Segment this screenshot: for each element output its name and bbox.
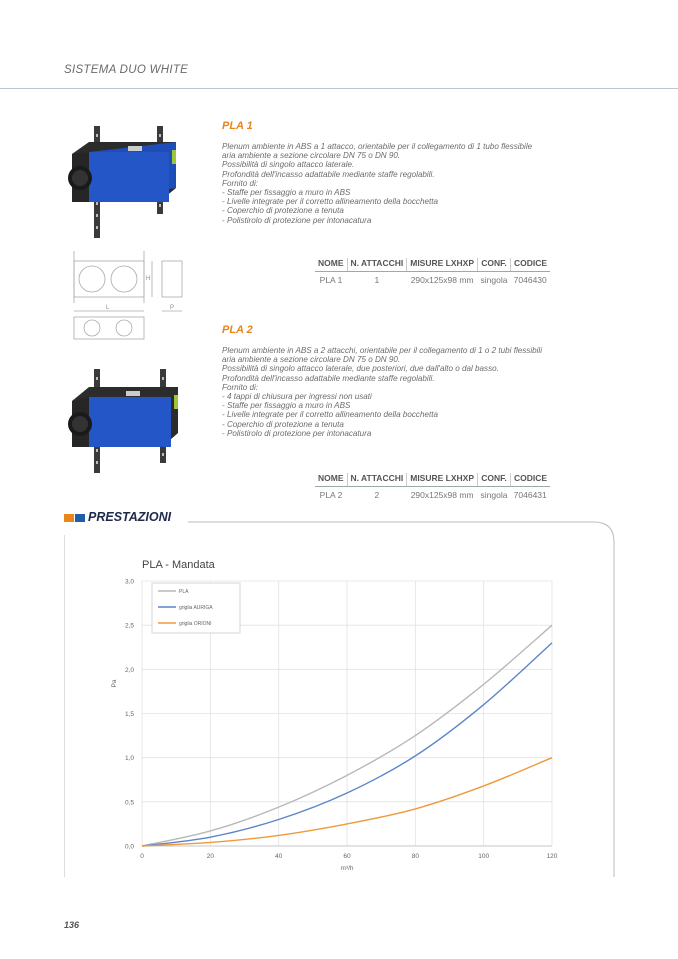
desc-line: - Coperchio di protezione a tenuta — [222, 419, 344, 429]
pla-technical-drawing — [64, 243, 189, 343]
section-title: PRESTAZIONI — [88, 510, 172, 524]
desc-line: Fornito di: — [222, 382, 258, 392]
col-header-codice: CODICE — [510, 473, 550, 487]
table-row — [315, 487, 550, 501]
pressure-chart — [100, 548, 580, 878]
y-tick-label: 2,5 — [124, 622, 134, 630]
cell-misure: 290x125x98 mm — [410, 490, 474, 500]
pla1-spec-table — [315, 258, 550, 285]
pla2-spec-table — [315, 473, 550, 500]
desc-line: Profondità dell'incasso adattabile mediante staffe regolabili. — [222, 373, 435, 383]
header-divider — [0, 88, 678, 89]
table-header-row — [315, 258, 550, 272]
desc-line: - Staffe per fissaggio a muro in ABS — [222, 401, 351, 411]
col-header-codice: CODICE — [510, 258, 550, 272]
col-header-misure: MISURE LXHXP — [407, 258, 478, 272]
pla2-description — [222, 346, 622, 438]
length-label: L — [106, 305, 110, 311]
desc-line: Plenum ambiente in ABS a 2 attacchi, orientabile per il collegamento di 1 o 2 tubi flessibili — [222, 346, 543, 355]
cell-conf: singola — [480, 490, 508, 500]
desc-line: - Livelle integrate per il corretto allineamento della bocchetta — [222, 197, 438, 207]
y-tick-label: 0,5 — [124, 799, 134, 807]
x-tick-label: 20 — [206, 853, 214, 860]
desc-line: Plenum ambiente in ABS a 1 attacco, orientabile per il collegamento di 1 tubo flessibile — [222, 142, 533, 151]
pla1-description — [222, 142, 622, 225]
pla1-product-image — [64, 122, 189, 242]
legend-label: griglia ORIONI — [179, 621, 212, 627]
desc-line: Possibilità di singolo attacco laterale, due posteriori, due dall'alto o dal basso. — [222, 364, 499, 374]
legend-label: griglia AURIGA — [179, 605, 213, 611]
y-axis-label: Pa — [111, 679, 118, 688]
x-tick-label: 80 — [411, 853, 419, 860]
y-tick-label: 2,0 — [124, 666, 134, 674]
y-tick-label: 0,0 — [124, 843, 134, 851]
cell-misure: 290x125x98 mm — [410, 275, 474, 285]
col-header-attacchi: N. ATTACCHI — [347, 473, 407, 487]
x-tick-label: 120 — [546, 853, 558, 860]
desc-line: aria ambiente a sezione circolare DN 75 o DN 90. — [222, 151, 401, 161]
cell-conf: singola — [480, 275, 508, 285]
desc-line: - Staffe per fissaggio a muro in ABS — [222, 188, 351, 198]
cell-nome: PLA 1 — [319, 275, 343, 285]
x-tick-label: 40 — [275, 853, 283, 860]
desc-line: Fornito di: — [222, 178, 258, 188]
col-header-nome: NOME — [315, 473, 347, 487]
x-tick-label: 60 — [343, 853, 351, 860]
col-header-conf: CONF. — [478, 473, 511, 487]
table-row — [315, 272, 550, 286]
table-header-row — [315, 473, 550, 487]
page-number: 136 — [64, 920, 80, 930]
desc-line: - Polistirolo di protezione per intonacatura — [222, 215, 372, 225]
catalog-section-title: SISTEMA DUO WHITE — [64, 64, 189, 76]
cell-attacchi: 1 — [374, 275, 380, 285]
legend-label: PLA — [179, 589, 189, 595]
pla2-title: PLA 2 — [222, 324, 253, 336]
col-header-conf: CONF. — [478, 258, 511, 272]
cell-codice: 7046431 — [513, 490, 547, 500]
desc-line: - Livelle integrate per il corretto allineamento della bocchetta — [222, 410, 438, 420]
y-tick-label: 1,5 — [124, 711, 134, 718]
cell-codice: 7046430 — [513, 275, 547, 285]
desc-line: - Polistirolo di protezione per intonacatura — [222, 428, 372, 438]
x-axis-label: m³/h — [340, 865, 354, 872]
col-header-misure: MISURE LXHXP — [407, 473, 478, 487]
desc-line: - 4 tappi di chiusura per ingressi non usati — [222, 392, 372, 402]
height-label: H — [146, 276, 151, 282]
y-tick-label: 1,0 — [124, 755, 134, 763]
chart-legend — [152, 583, 240, 633]
desc-line: Profondità dell'incasso adattabile mediante staffe regolabili. — [222, 169, 435, 179]
col-header-attacchi: N. ATTACCHI — [347, 258, 407, 272]
pla2-product-image — [64, 365, 189, 475]
chart-title: PLA - Mandata — [142, 559, 215, 571]
cell-nome: PLA 2 — [319, 490, 343, 500]
col-header-nome: NOME — [315, 258, 347, 272]
desc-line: - Coperchio di protezione a tenuta — [222, 206, 344, 216]
x-tick-label: 0 — [140, 853, 144, 860]
cell-attacchi: 2 — [374, 490, 380, 500]
desc-line: Possibilità di singolo attacco laterale. — [222, 160, 355, 170]
desc-line: aria ambiente a sezione circolare DN 75 o DN 90. — [222, 355, 401, 365]
x-tick-label: 100 — [478, 853, 490, 860]
depth-label: P — [170, 305, 175, 311]
y-tick-label: 3,0 — [124, 578, 134, 586]
pla1-title: PLA 1 — [222, 120, 253, 132]
